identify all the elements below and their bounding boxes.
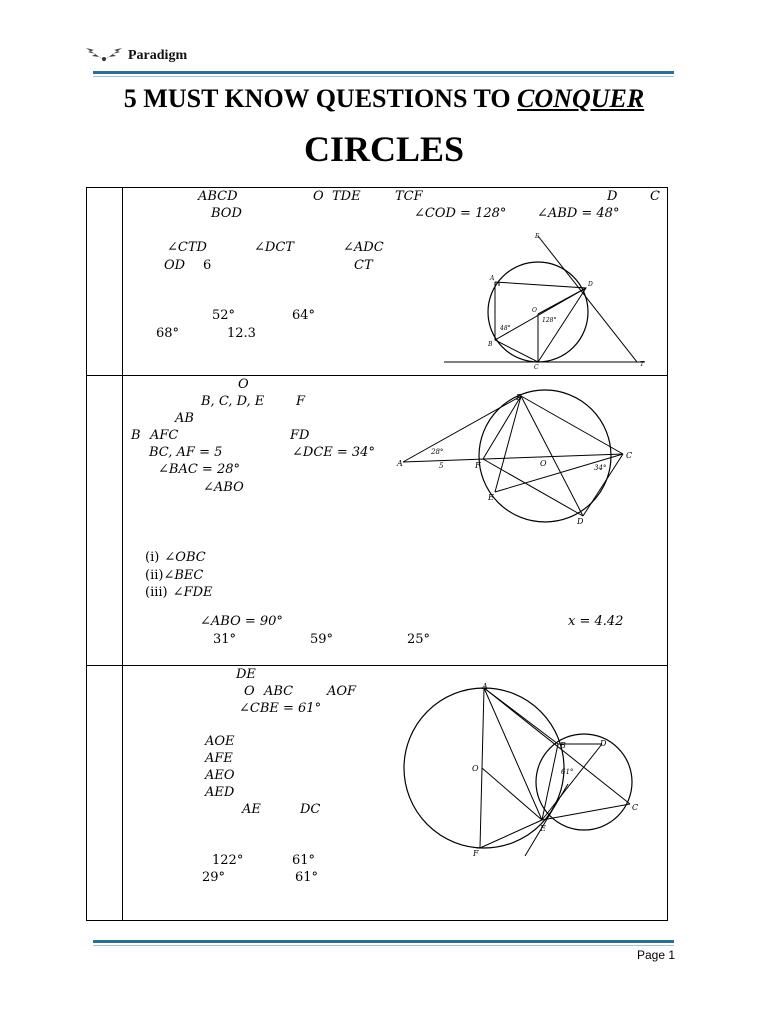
q-fragment: AEO: [205, 768, 235, 783]
q-fragment: ABCD: [198, 189, 238, 204]
sub-question: (i) ∠OBC: [145, 550, 206, 565]
q-fragment: B, C, D, E: [201, 394, 265, 409]
q-fragment: CT: [354, 258, 373, 273]
answer-option: 52°: [212, 308, 236, 323]
q-fragment: O: [313, 189, 324, 204]
point-label: D: [588, 281, 593, 288]
point-label: E: [540, 824, 546, 833]
point-label: C: [632, 803, 639, 812]
brand-name: Paradigm: [128, 48, 188, 63]
answer-option: 122°: [212, 853, 244, 868]
q-fragment: C: [650, 189, 660, 204]
angle-label: 61°: [561, 768, 574, 776]
q-fragment: ∠ADC: [343, 240, 384, 255]
q-fragment: AFE: [205, 751, 233, 766]
footer-rule: [93, 940, 674, 946]
q-fragment: ∠DCE = 34°: [292, 445, 375, 460]
number-column-divider: [122, 187, 123, 921]
point-label: T: [640, 361, 645, 368]
q-fragment: O: [244, 684, 255, 699]
eagle-wings-icon: [84, 46, 124, 66]
q-fragment: DE: [236, 667, 256, 682]
q-fragment: AED: [205, 785, 235, 800]
answer-option: 12.3: [227, 326, 256, 341]
q-fragment: FD: [290, 428, 310, 443]
q-fragment: BOD: [211, 206, 242, 221]
point-label: C: [534, 364, 539, 371]
answer-option: 31°: [213, 632, 237, 647]
point-label: B: [516, 393, 522, 402]
answer-option: 29°: [202, 870, 226, 885]
sub-question: (ii)∠BEC: [145, 568, 204, 583]
angle-label: 34°: [594, 464, 607, 472]
q-fragment: OD: [164, 258, 186, 273]
point-label: A: [397, 459, 403, 468]
row-divider: [86, 375, 668, 376]
q-fragment: AE: [242, 802, 261, 817]
two-circles-diagram: [400, 680, 650, 860]
page-title: 5 MUST KNOW QUESTIONS TO CONQUER: [123, 84, 645, 113]
q-fragment: ∠BAC = 28°: [158, 462, 240, 477]
point-label: B: [488, 341, 493, 348]
q-fragment: ∠ABD = 48°: [537, 206, 620, 221]
angle-label: 28°: [431, 448, 444, 456]
length-label: 5: [439, 462, 444, 470]
q-fragment: AFC: [150, 428, 179, 443]
answer-option: 68°: [156, 326, 180, 341]
q-fragment: ∠CTD: [167, 240, 207, 255]
q-fragment: TCF: [395, 189, 423, 204]
point-label: E: [535, 233, 540, 240]
q-fragment: B: [131, 428, 141, 443]
point-label: F: [475, 461, 481, 470]
sub-question: (iii) ∠FDE: [145, 585, 213, 600]
angle-label: 128°: [542, 317, 557, 324]
circle-secant-diagram: [395, 388, 645, 528]
answer-option: 61°: [292, 853, 316, 868]
answer-option: 61°: [295, 870, 319, 885]
row-divider: [86, 665, 668, 666]
q-fragment: F: [296, 394, 306, 409]
page-number: Page 1: [637, 948, 676, 962]
point-label: A: [482, 682, 488, 691]
header-rule: [93, 71, 674, 77]
q-fragment: ABC: [264, 684, 294, 699]
q-fragment: DC: [300, 802, 321, 817]
answer-option: ∠ABO = 90°: [200, 614, 283, 629]
answer-option: 25°: [407, 632, 431, 647]
point-label: B: [560, 741, 566, 750]
answer-option: 59°: [310, 632, 334, 647]
q-fragment: ∠COD = 128°: [414, 206, 507, 221]
q-fragment: 6: [203, 258, 212, 273]
point-label: O: [540, 459, 547, 468]
point-label: A: [490, 275, 495, 282]
point-label: O: [472, 764, 479, 773]
point-label: C: [626, 451, 633, 460]
point-label: O: [532, 307, 537, 314]
point-label: D: [577, 517, 584, 526]
q-fragment: BC, AF = 5: [149, 445, 223, 460]
q-fragment: ∠CBE = 61°: [239, 701, 322, 716]
angle-label: 48°: [500, 325, 511, 332]
circle-tangent-diagram: [440, 230, 652, 372]
answer-option: x = 4.42: [568, 614, 624, 629]
page-subtitle: CIRCLES: [303, 129, 465, 169]
q-fragment: AB: [175, 411, 194, 426]
point-label: D: [600, 739, 607, 748]
q-fragment: TDE: [332, 189, 361, 204]
answer-option: 64°: [292, 308, 316, 323]
q-fragment: AOE: [205, 734, 235, 749]
q-fragment: ∠DCT: [254, 240, 294, 255]
q-fragment: AOF: [327, 684, 357, 699]
q-fragment: ∠ABO: [203, 480, 244, 495]
point-label: F: [473, 849, 479, 858]
q-fragment: O: [238, 377, 249, 392]
q-fragment: D: [607, 189, 618, 204]
point-label: E: [488, 493, 494, 502]
